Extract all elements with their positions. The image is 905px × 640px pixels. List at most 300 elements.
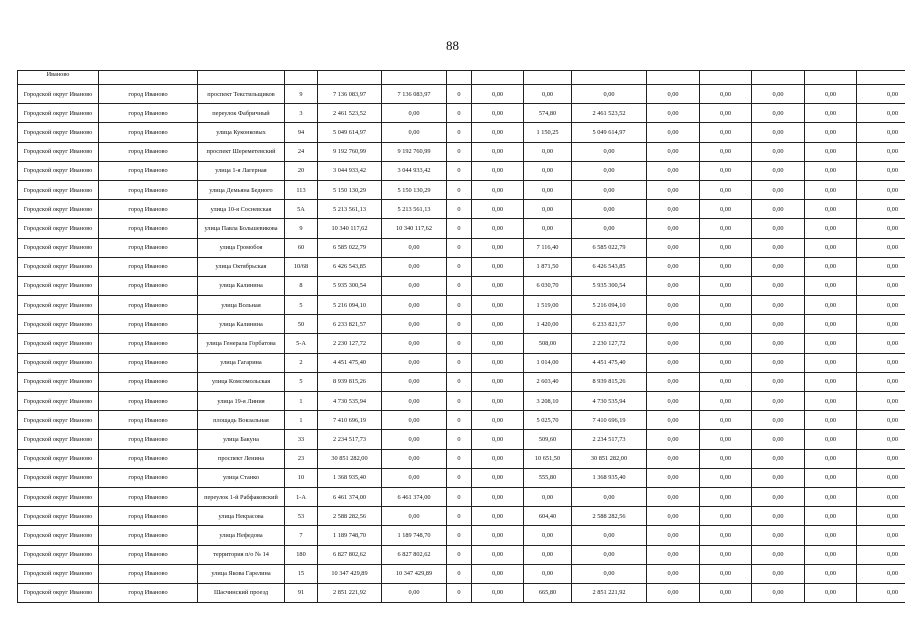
table-cell-c8: 0,00 bbox=[752, 392, 805, 411]
table-cell-c4: 0,00 bbox=[524, 545, 572, 564]
table-cell-street: улица Некрасова bbox=[198, 507, 285, 526]
table-cell-c2: 0 bbox=[447, 334, 472, 353]
table-cell-c9: 0,00 bbox=[805, 526, 857, 545]
table-cell-total: 7 410 696,19 bbox=[318, 411, 382, 430]
table-row bbox=[18, 411, 905, 430]
table-cell-c3: 0,00 bbox=[472, 353, 524, 372]
table-cell-c7: 0,00 bbox=[700, 161, 752, 180]
table-cell-c5: 0,00 bbox=[572, 219, 647, 238]
table-cell-total: 10 340 117,62 bbox=[318, 219, 382, 238]
table-cell-c5: 0,00 bbox=[572, 526, 647, 545]
table-cell-c5: 30 851 282,00 bbox=[572, 449, 647, 468]
table-cell-c6: 0,00 bbox=[647, 104, 700, 123]
table-cell-okrug: Городской округ Иваново bbox=[18, 334, 99, 353]
table-cell-okrug: Городской округ Иваново bbox=[18, 583, 99, 602]
table-row bbox=[18, 507, 905, 526]
table-cell-c7: 0,00 bbox=[700, 276, 752, 295]
table-cell-house: 60 bbox=[285, 238, 318, 257]
table-cell-c6: 0,00 bbox=[647, 219, 700, 238]
table-cell-c1: 0,00 bbox=[382, 123, 447, 142]
table-cell-c9: 0,00 bbox=[805, 583, 857, 602]
table-cell-c4: 2 603,40 bbox=[524, 372, 572, 391]
table-cell-house: 7 bbox=[285, 526, 318, 545]
table-cell-c7: 0,00 bbox=[700, 526, 752, 545]
table-cell-c7: 0,00 bbox=[700, 372, 752, 391]
table-cell-c8: 0,00 bbox=[752, 564, 805, 583]
table-cell-c8: 0,00 bbox=[752, 104, 805, 123]
table-cell-house: 5А bbox=[285, 200, 318, 219]
table-cell-c9: 0,00 bbox=[805, 276, 857, 295]
table-cell-c6: 0,00 bbox=[647, 353, 700, 372]
table-cell-c4: 1 150,25 bbox=[524, 123, 572, 142]
table-cell-c5: 6 233 821,57 bbox=[572, 315, 647, 334]
table-cell-c8: 0,00 bbox=[752, 507, 805, 526]
table-cell-c3: 0,00 bbox=[472, 315, 524, 334]
table-cell-c10: 0,00 bbox=[857, 200, 905, 219]
table-cell-c2: 0 bbox=[447, 392, 472, 411]
table-cell-c3: 0,00 bbox=[472, 123, 524, 142]
table-cell-c5: 5 049 614,97 bbox=[572, 123, 647, 142]
table-cell-c2: 0 bbox=[447, 315, 472, 334]
table-cell bbox=[99, 71, 198, 85]
table-cell-city: город Иваново bbox=[99, 219, 198, 238]
table-cell-c3: 0,00 bbox=[472, 200, 524, 219]
table-cell-c6: 0,00 bbox=[647, 526, 700, 545]
table-cell-c3: 0,00 bbox=[472, 219, 524, 238]
table-cell-c4: 5 025,70 bbox=[524, 411, 572, 430]
table-cell-c1: 0,00 bbox=[382, 392, 447, 411]
table-cell bbox=[572, 71, 647, 85]
table-cell-city: город Иваново bbox=[99, 276, 198, 295]
table-cell-c4: 1 420,00 bbox=[524, 315, 572, 334]
table-cell-total: 6 461 374,00 bbox=[318, 487, 382, 506]
table-cell bbox=[647, 71, 700, 85]
table-cell-c3: 0,00 bbox=[472, 142, 524, 161]
table-cell-total: 6 585 022,79 bbox=[318, 238, 382, 257]
table-row bbox=[18, 142, 905, 161]
table-cell-okrug: Городской округ Иваново bbox=[18, 123, 99, 142]
table-cell-c8: 0,00 bbox=[752, 526, 805, 545]
table-cell-c5: 5 216 094,10 bbox=[572, 296, 647, 315]
table-cell-city: город Иваново bbox=[99, 296, 198, 315]
table-cell-c3: 0,00 bbox=[472, 545, 524, 564]
table-cell-c4: 0,00 bbox=[524, 142, 572, 161]
table-cell-c6: 0,00 bbox=[647, 257, 700, 276]
table-cell-c8: 0,00 bbox=[752, 487, 805, 506]
data-table bbox=[17, 70, 905, 603]
table-cell-street: проспект Шереметевский bbox=[198, 142, 285, 161]
table-cell-c1: 3 044 933,42 bbox=[382, 161, 447, 180]
table-cell-c9: 0,00 bbox=[805, 315, 857, 334]
table-cell-c1: 0,00 bbox=[382, 411, 447, 430]
table-cell-c6: 0,00 bbox=[647, 142, 700, 161]
table-cell-c4: 665,80 bbox=[524, 583, 572, 602]
table-cell-c2: 0 bbox=[447, 487, 472, 506]
table-cell-c7: 0,00 bbox=[700, 353, 752, 372]
table-cell-c1: 5 150 130,29 bbox=[382, 180, 447, 199]
table-cell bbox=[318, 71, 382, 85]
table-cell-okrug: Городской округ Иваново bbox=[18, 526, 99, 545]
table-cell-c3: 0,00 bbox=[472, 104, 524, 123]
table-cell-house: 2 bbox=[285, 353, 318, 372]
table-cell-c5: 8 939 815,26 bbox=[572, 372, 647, 391]
table-cell-street: территория п/о № 14 bbox=[198, 545, 285, 564]
table-cell-c2: 0 bbox=[447, 161, 472, 180]
table-cell-c2: 0 bbox=[447, 180, 472, 199]
table-row bbox=[18, 468, 905, 487]
table-cell-c2: 0 bbox=[447, 583, 472, 602]
table-cell-c2: 0 bbox=[447, 430, 472, 449]
table-cell-street: улица Вольная bbox=[198, 296, 285, 315]
table-cell-c10: 0,00 bbox=[857, 564, 905, 583]
table-cell-c5: 1 368 935,40 bbox=[572, 468, 647, 487]
table-cell-okrug: Городской округ Иваново bbox=[18, 430, 99, 449]
table-cell-c9: 0,00 bbox=[805, 123, 857, 142]
table-cell-total: 5 216 094,10 bbox=[318, 296, 382, 315]
table-cell-total: 5 213 561,13 bbox=[318, 200, 382, 219]
table-cell-okrug: Городской округ Иваново bbox=[18, 545, 99, 564]
table-cell-c8: 0,00 bbox=[752, 257, 805, 276]
table-cell-total: 5 935 300,54 bbox=[318, 276, 382, 295]
table-cell-c4: 0,00 bbox=[524, 564, 572, 583]
table-cell-house: 180 bbox=[285, 545, 318, 564]
table-cell-c4: 509,60 bbox=[524, 430, 572, 449]
table-cell-c2: 0 bbox=[447, 353, 472, 372]
table-cell bbox=[382, 71, 447, 85]
table-cell-total: 8 939 815,26 bbox=[318, 372, 382, 391]
table-cell-okrug: Городской округ Иваново bbox=[18, 104, 99, 123]
table-cell-c2: 0 bbox=[447, 142, 472, 161]
table-cell-total: 2 588 282,56 bbox=[318, 507, 382, 526]
table-cell bbox=[805, 71, 857, 85]
table-cell bbox=[285, 71, 318, 85]
table-cell-c10: 0,00 bbox=[857, 545, 905, 564]
table-cell-c3: 0,00 bbox=[472, 85, 524, 104]
table-cell-total: 6 426 543,85 bbox=[318, 257, 382, 276]
table-cell-okrug: Городской округ Иваново bbox=[18, 257, 99, 276]
table-cell-c8: 0,00 bbox=[752, 430, 805, 449]
table-cell-c10: 0,00 bbox=[857, 468, 905, 487]
table-cell-c1: 0,00 bbox=[382, 334, 447, 353]
table-cell-c6: 0,00 bbox=[647, 161, 700, 180]
table-cell-street: улица Громобоя bbox=[198, 238, 285, 257]
table-cell-c5: 2 461 523,52 bbox=[572, 104, 647, 123]
table-cell-c7: 0,00 bbox=[700, 123, 752, 142]
table-cell-c4: 10 651,50 bbox=[524, 449, 572, 468]
table-cell-house: 91 bbox=[285, 583, 318, 602]
table-cell-house: 24 bbox=[285, 142, 318, 161]
table-cell-c10: 0,00 bbox=[857, 392, 905, 411]
table-cell-okrug: Городской округ Иваново bbox=[18, 180, 99, 199]
table-cell-city: город Иваново bbox=[99, 257, 198, 276]
table-cell-c6: 0,00 bbox=[647, 238, 700, 257]
table-cell-c10: 0,00 bbox=[857, 372, 905, 391]
table-cell-total: 2 230 127,72 bbox=[318, 334, 382, 353]
table-cell-c8: 0,00 bbox=[752, 85, 805, 104]
table-cell-total: 9 192 760,99 bbox=[318, 142, 382, 161]
table-cell-c2: 0 bbox=[447, 449, 472, 468]
table-cell-c4: 508,00 bbox=[524, 334, 572, 353]
table-cell-c8: 0,00 bbox=[752, 315, 805, 334]
table-cell-okrug: Городской округ Иваново bbox=[18, 200, 99, 219]
table-cell-c3: 0,00 bbox=[472, 276, 524, 295]
table-cell-c7: 0,00 bbox=[700, 564, 752, 583]
table-cell-c1: 6 827 802,62 bbox=[382, 545, 447, 564]
table-cell-city: город Иваново bbox=[99, 564, 198, 583]
table-cell-c6: 0,00 bbox=[647, 334, 700, 353]
table-cell bbox=[700, 71, 752, 85]
table-cell-street: улица Павла Большевикова bbox=[198, 219, 285, 238]
table-cell-house: 9 bbox=[285, 85, 318, 104]
table-cell-street: переулок Фабричный bbox=[198, 104, 285, 123]
table-cell-c8: 0,00 bbox=[752, 161, 805, 180]
table-cell-c2: 0 bbox=[447, 219, 472, 238]
table-cell-okrug: Городской округ Иваново bbox=[18, 468, 99, 487]
table-cell-c7: 0,00 bbox=[700, 219, 752, 238]
table-cell-c2: 0 bbox=[447, 545, 472, 564]
table-cell-c1: 0,00 bbox=[382, 276, 447, 295]
table-cell-c5: 4 730 535,94 bbox=[572, 392, 647, 411]
table-cell-c10: 0,00 bbox=[857, 85, 905, 104]
table-cell-total: 2 234 517,73 bbox=[318, 430, 382, 449]
table-cell-c9: 0,00 bbox=[805, 372, 857, 391]
table-cell-c7: 0,00 bbox=[700, 315, 752, 334]
table-cell-house: 3 bbox=[285, 104, 318, 123]
table-cell-house: 5 bbox=[285, 296, 318, 315]
table-cell-c6: 0,00 bbox=[647, 392, 700, 411]
table-cell-c1: 9 192 760,99 bbox=[382, 142, 447, 161]
table-cell: Иваново bbox=[18, 71, 99, 85]
table-cell-house: 20 bbox=[285, 161, 318, 180]
table-cell-c7: 0,00 bbox=[700, 468, 752, 487]
table-cell-c10: 0,00 bbox=[857, 180, 905, 199]
table-cell-c9: 0,00 bbox=[805, 353, 857, 372]
table-cell-total: 5 150 130,29 bbox=[318, 180, 382, 199]
table-row bbox=[18, 353, 905, 372]
table-cell-total: 2 851 221,92 bbox=[318, 583, 382, 602]
table-row bbox=[18, 257, 905, 276]
table-cell-okrug: Городской округ Иваново bbox=[18, 315, 99, 334]
table-cell-c2: 0 bbox=[447, 257, 472, 276]
table-cell-street: улица Станко bbox=[198, 468, 285, 487]
table-cell-c10: 0,00 bbox=[857, 276, 905, 295]
table-cell-c3: 0,00 bbox=[472, 257, 524, 276]
table-cell-c3: 0,00 bbox=[472, 430, 524, 449]
table-cell-total: 10 347 429,89 bbox=[318, 564, 382, 583]
table-cell-total: 1 368 935,40 bbox=[318, 468, 382, 487]
table-cell-c2: 0 bbox=[447, 564, 472, 583]
table-cell-c3: 0,00 bbox=[472, 487, 524, 506]
table-row bbox=[18, 487, 905, 506]
table-cell-c9: 0,00 bbox=[805, 449, 857, 468]
table-cell-street: улица 19-я Линия bbox=[198, 392, 285, 411]
table-cell-c9: 0,00 bbox=[805, 142, 857, 161]
table-cell-c9: 0,00 bbox=[805, 238, 857, 257]
table-cell-c6: 0,00 bbox=[647, 372, 700, 391]
table-cell-c9: 0,00 bbox=[805, 296, 857, 315]
table-cell bbox=[524, 71, 572, 85]
table-row bbox=[18, 104, 905, 123]
table-cell-c2: 0 bbox=[447, 526, 472, 545]
table-cell-c7: 0,00 bbox=[700, 180, 752, 199]
table-cell-city: город Иваново bbox=[99, 526, 198, 545]
table-cell-c10: 0,00 bbox=[857, 104, 905, 123]
table-cell-total: 6 233 821,57 bbox=[318, 315, 382, 334]
table-cell-c4: 1 014,00 bbox=[524, 353, 572, 372]
table-cell-c9: 0,00 bbox=[805, 430, 857, 449]
table-cell-city: город Иваново bbox=[99, 392, 198, 411]
table-row bbox=[18, 545, 905, 564]
table-cell-c3: 0,00 bbox=[472, 238, 524, 257]
table-cell-total: 2 461 523,52 bbox=[318, 104, 382, 123]
table-cell-c7: 0,00 bbox=[700, 392, 752, 411]
table-cell-city: город Иваново bbox=[99, 238, 198, 257]
table-cell-c3: 0,00 bbox=[472, 180, 524, 199]
table-cell-c8: 0,00 bbox=[752, 334, 805, 353]
table-cell-c6: 0,00 bbox=[647, 583, 700, 602]
table-cell-street: улица Якова Гарелина bbox=[198, 564, 285, 583]
table-cell-house: 113 bbox=[285, 180, 318, 199]
table-cell-house: 10 bbox=[285, 468, 318, 487]
table-cell-c5: 0,00 bbox=[572, 564, 647, 583]
table-row bbox=[18, 430, 905, 449]
table-cell-okrug: Городской округ Иваново bbox=[18, 238, 99, 257]
table-cell-c2: 0 bbox=[447, 507, 472, 526]
table-cell-c8: 0,00 bbox=[752, 372, 805, 391]
table-cell-c2: 0 bbox=[447, 85, 472, 104]
table-cell-c8: 0,00 bbox=[752, 142, 805, 161]
table-cell-c5: 5 935 300,54 bbox=[572, 276, 647, 295]
table-cell-c2: 0 bbox=[447, 276, 472, 295]
table-row bbox=[18, 449, 905, 468]
table-cell-okrug: Городской округ Иваново bbox=[18, 85, 99, 104]
table-cell-city: город Иваново bbox=[99, 200, 198, 219]
table-row bbox=[18, 238, 905, 257]
table-cell-c9: 0,00 bbox=[805, 200, 857, 219]
table-cell-c1: 0,00 bbox=[382, 104, 447, 123]
table-cell-c4: 7 116,40 bbox=[524, 238, 572, 257]
table-cell-c2: 0 bbox=[447, 296, 472, 315]
table-cell-okrug: Городской округ Иваново bbox=[18, 161, 99, 180]
table-cell-city: город Иваново bbox=[99, 334, 198, 353]
table-cell-c5: 0,00 bbox=[572, 161, 647, 180]
table-cell-city: город Иваново bbox=[99, 180, 198, 199]
table-cell-c4: 604,40 bbox=[524, 507, 572, 526]
table-cell-c8: 0,00 bbox=[752, 583, 805, 602]
table-cell-c1: 0,00 bbox=[382, 296, 447, 315]
table-cell-okrug: Городской округ Иваново bbox=[18, 411, 99, 430]
table-cell-c4: 0,00 bbox=[524, 526, 572, 545]
table-cell-c10: 0,00 bbox=[857, 219, 905, 238]
table-cell-street: улица Нефедова bbox=[198, 526, 285, 545]
table-cell-c1: 0,00 bbox=[382, 238, 447, 257]
table-cell-city: город Иваново bbox=[99, 315, 198, 334]
table-row bbox=[18, 296, 905, 315]
table-cell-c9: 0,00 bbox=[805, 257, 857, 276]
table-cell-c9: 0,00 bbox=[805, 85, 857, 104]
table-cell-street: улица Бакуна bbox=[198, 430, 285, 449]
table-cell-c10: 0,00 bbox=[857, 334, 905, 353]
table-cell-c1: 7 136 083,97 bbox=[382, 85, 447, 104]
table-cell-c5: 6 426 543,85 bbox=[572, 257, 647, 276]
table-cell-street: улица Комсомольская bbox=[198, 372, 285, 391]
table-cell-c7: 0,00 bbox=[700, 583, 752, 602]
table-row bbox=[18, 392, 905, 411]
table-cell-c5: 2 588 282,56 bbox=[572, 507, 647, 526]
table-cell-city: город Иваново bbox=[99, 123, 198, 142]
table-cell-c6: 0,00 bbox=[647, 411, 700, 430]
table-cell-c8: 0,00 bbox=[752, 238, 805, 257]
table-cell-house: 15 bbox=[285, 564, 318, 583]
table-cell-c6: 0,00 bbox=[647, 487, 700, 506]
table-cell-c4: 0,00 bbox=[524, 200, 572, 219]
table-cell-c9: 0,00 bbox=[805, 564, 857, 583]
table-cell-city: город Иваново bbox=[99, 449, 198, 468]
table-cell-c9: 0,00 bbox=[805, 545, 857, 564]
table-cell-c7: 0,00 bbox=[700, 411, 752, 430]
table-cell-street: улица Октябрьская bbox=[198, 257, 285, 276]
table-cell-c8: 0,00 bbox=[752, 411, 805, 430]
table-cell-c8: 0,00 bbox=[752, 123, 805, 142]
table-cell-c1: 0,00 bbox=[382, 372, 447, 391]
table-row bbox=[18, 161, 905, 180]
table-cell-c4: 0,00 bbox=[524, 487, 572, 506]
table-cell-okrug: Городской округ Иваново bbox=[18, 219, 99, 238]
table-row bbox=[18, 372, 905, 391]
table-row-continued bbox=[18, 71, 905, 85]
table-cell-c6: 0,00 bbox=[647, 296, 700, 315]
table-cell-c4: 574,80 bbox=[524, 104, 572, 123]
table-row bbox=[18, 85, 905, 104]
table-cell-c9: 0,00 bbox=[805, 334, 857, 353]
page-number: 88 bbox=[446, 38, 459, 53]
table-cell-c4: 0,00 bbox=[524, 161, 572, 180]
table-cell-c1: 10 347 429,89 bbox=[382, 564, 447, 583]
table-row bbox=[18, 219, 905, 238]
table-cell-c3: 0,00 bbox=[472, 411, 524, 430]
table-cell-okrug: Городской округ Иваново bbox=[18, 449, 99, 468]
table-cell-c7: 0,00 bbox=[700, 238, 752, 257]
table-cell-street: проспект Ленина bbox=[198, 449, 285, 468]
table-cell-c5: 6 585 022,79 bbox=[572, 238, 647, 257]
table-cell-c8: 0,00 bbox=[752, 276, 805, 295]
table-cell-c1: 0,00 bbox=[382, 507, 447, 526]
table-cell-c4: 1 871,50 bbox=[524, 257, 572, 276]
table-cell-c9: 0,00 bbox=[805, 161, 857, 180]
table-cell-street: улица 1-я Лагерная bbox=[198, 161, 285, 180]
table-cell-c10: 0,00 bbox=[857, 430, 905, 449]
table-cell-c8: 0,00 bbox=[752, 296, 805, 315]
table-cell-house: 1-А bbox=[285, 487, 318, 506]
table-cell-c1: 0,00 bbox=[382, 583, 447, 602]
table-cell-c6: 0,00 bbox=[647, 545, 700, 564]
table-row bbox=[18, 180, 905, 199]
table-cell-c10: 0,00 bbox=[857, 238, 905, 257]
table-cell-c10: 0,00 bbox=[857, 507, 905, 526]
table-cell-c6: 0,00 bbox=[647, 564, 700, 583]
table-cell-total: 5 049 614,97 bbox=[318, 123, 382, 142]
table-cell-c9: 0,00 bbox=[805, 219, 857, 238]
table-cell-street: площадь Вокзальная bbox=[198, 411, 285, 430]
table-cell-c8: 0,00 bbox=[752, 219, 805, 238]
table-cell-c6: 0,00 bbox=[647, 449, 700, 468]
table-cell-c5: 2 851 221,92 bbox=[572, 583, 647, 602]
table-cell-c5: 0,00 bbox=[572, 180, 647, 199]
table-cell-c10: 0,00 bbox=[857, 142, 905, 161]
table-cell-c5: 0,00 bbox=[572, 142, 647, 161]
table-cell-c8: 0,00 bbox=[752, 200, 805, 219]
table-cell-city: город Иваново bbox=[99, 85, 198, 104]
